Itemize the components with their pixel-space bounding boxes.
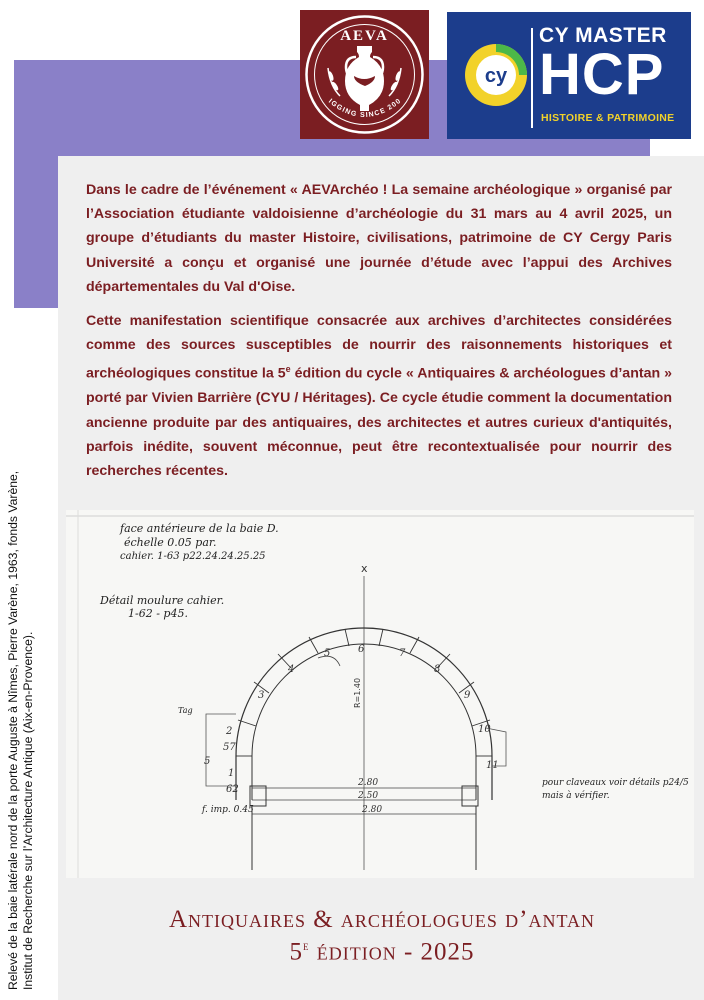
cy-badge-icon bbox=[461, 40, 531, 110]
dim-left-2: 62 bbox=[226, 784, 239, 795]
voussoir-9: 9 bbox=[464, 690, 471, 701]
histoire-patrimoine-label: HISTOIRE & PATRIMOINE bbox=[541, 112, 675, 124]
voussoir-4: 4 bbox=[288, 664, 295, 675]
note-face: face antérieure de la baie D. bbox=[120, 522, 279, 535]
edition-title: 5e édition - 2025 bbox=[289, 938, 475, 966]
dim-left-3: 5 bbox=[204, 756, 211, 767]
cy-divider bbox=[531, 28, 533, 128]
aeva-motto: IGGING SINCE 200 bbox=[326, 97, 403, 120]
hcp-label: HCP bbox=[539, 42, 665, 107]
voussoir-5: 5 bbox=[324, 648, 331, 659]
ref-left: f. imp. 0.45 bbox=[202, 805, 254, 815]
voussoir-3: 3 bbox=[258, 690, 265, 701]
note-cahier: cahier. 1-63 p22.24.24.25.25 bbox=[120, 551, 266, 562]
cy-badge-text: cy bbox=[484, 65, 508, 87]
dim-c: 2.80 bbox=[362, 805, 383, 815]
note-moulure: Détail moulure cahier. bbox=[100, 594, 225, 607]
voussoir-6: 6 bbox=[358, 644, 365, 655]
dim-b: 2.50 bbox=[358, 791, 379, 801]
tag-left: Tag bbox=[178, 706, 193, 715]
arch-drawing-svg bbox=[66, 510, 694, 878]
note-verifier: mais à vérifier. bbox=[542, 791, 610, 801]
voussoir-7: 7 bbox=[399, 648, 406, 659]
arch-drawing bbox=[66, 510, 694, 878]
cy-master-hcp-logo bbox=[447, 12, 691, 139]
voussoir-10: 10 bbox=[478, 724, 491, 735]
note-scale: échelle 0.05 par. bbox=[124, 536, 217, 549]
dim-left-1: 57 bbox=[223, 742, 236, 753]
voussoir-2: 2 bbox=[226, 726, 233, 737]
note-claveaux: pour claveaux voir détails p24/5 bbox=[542, 778, 689, 788]
plumb-mark: x bbox=[361, 562, 368, 575]
voussoir-8: 8 bbox=[434, 664, 441, 675]
drawing-caption bbox=[6, 0, 66, 990]
event-title: Antiquaires & archéologues d’antan bbox=[168, 906, 596, 933]
aeva-logo bbox=[300, 10, 429, 139]
dim-a: 2.80 bbox=[358, 778, 379, 788]
intro-paragraph-2: Cette manifestation scientifique consacrée aux archives d’architectes considérées comme des sources susceptibles de nourrir des raisonnements historiques et archéologiques constitue la 5e édition du cycle « Antiquaires & archéologues d’antan » porté par Vivien Barrière (CYU / Héritages). Ce cycle étudie comment la documentation ancienne produite par des antiquaires, des architectes et autres curieux d'antiquités, parfois inédite, souvent méconnue, peut être recontextualisée pour nourrir des recherches récentes. bbox=[86, 313, 673, 479]
aeva-emblem-icon bbox=[300, 10, 429, 139]
voussoir-1: 1 bbox=[228, 768, 235, 779]
aeva-name: AEVA bbox=[340, 28, 389, 44]
note-moulure-ref: 1-62 - p45. bbox=[128, 607, 188, 620]
caption-line-2: Institut de Recherche sur l’Architecture Antique (Aix-en-Provence). bbox=[21, 631, 35, 990]
intro-paragraph-1: Dans le cadre de l’événement « AEVArchéo ! La semaine archéologique » organisé par l’Association étudiante valdoisienne d’archéologie du 31 mars au 4 avril 2025, un groupe d’étudiants du master Histoire, civilisations, patrimoine de CY Cergy Paris Université a conçu et organisé une journée d’étude avec l’appui des Archives départementales du Val d'Oise. bbox=[86, 182, 672, 295]
cy-master-label: CY MASTER bbox=[539, 24, 667, 47]
intro-text bbox=[86, 178, 672, 493]
caption-line-1: Relevé de la baie latérale nord de la porte Auguste à Nîmes, Pierre Varène, 1963, fonds Varène, bbox=[6, 470, 20, 990]
voussoir-11: 11 bbox=[486, 760, 499, 771]
dim-height: R=1.40 bbox=[353, 677, 362, 708]
